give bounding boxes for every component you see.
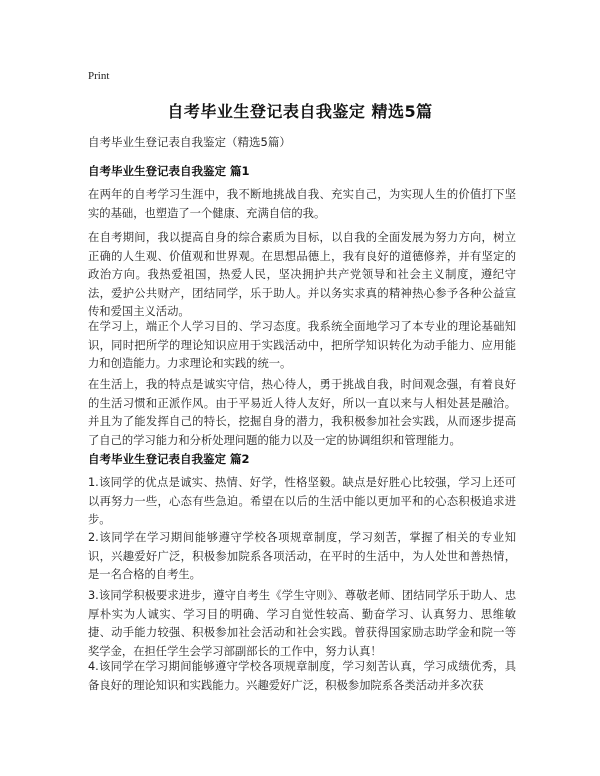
section-heading-1: 自考毕业生登记表自我鉴定 篇1 bbox=[88, 164, 250, 178]
section-heading-2: 自考毕业生登记表自我鉴定 篇2 bbox=[88, 452, 250, 466]
paragraph-2-2: 2.该同学在学习期间能够遵守学校各项规章制度，学习刻苦，掌握了相关的专业知识，兴趣爱好广泛，积极参加院系各项活动，在平时的生活中，为人处世和善热情，是一名合格的自考生。 bbox=[88, 531, 516, 581]
page-title: 自考毕业生登记表自我鉴定 精选5篇 bbox=[167, 102, 433, 121]
paragraph-1-1: 在两年的自考学习生涯中，我不断地挑战自我、充实自己，为实现人生的价值打下坚实的基础，也塑造了一个健康、充满自信的我。 bbox=[88, 188, 516, 220]
paragraph-1-2: 在自考期间，我以提高自身的综合素质为目标，以自我的全面发展为努力方向，树立正确的人生观、价值观和世界观。在思想品德上，我有良好的道德修养，并有坚定的政治方向。我热爱祖国，热爱人民，坚决拥护共产党领导和社会主义制度，遵纪守法，爱护公共财产，团结同学，乐于助人。并以务实求真的精神热心参予各种公益宣传和爱国主义活动。 bbox=[88, 231, 516, 318]
print-label: Print bbox=[88, 70, 110, 82]
paragraph-2-4: 4.该同学在学习期间能够遵守学校各项规章制度，学习刻苦认真，学习成绩优秀，具备良好的理论知识和实践能力。兴趣爱好广泛，积极参加院系各类活动并多次获 bbox=[88, 660, 516, 692]
paragraph-1-4: 在生活上，我的特点是诚实守信，热心待人，勇于挑战自我，时间观念强，有着良好的生活习惯和正派作风。由于平易近人待人友好，所以一直以来与人相处甚是融洽。并且为了能发挥自己的特长，挖掘自身的潜力，我积极参加社会实践，从而逐步提高了自己的学习能力和分析处理问题的能力以及一定的协调组织和管理能力。 bbox=[88, 378, 516, 447]
paragraph-2-1: 1.该同学的优点是诚实、热情、好学，性格坚毅。缺点是好胜心比较强，学习上还可以再努力一些，心态有些急迫。希望在以后的生活中能以更加平和的心态积极追求进步。 bbox=[88, 476, 516, 526]
paragraph-1-3: 在学习上，端正个人学习目的、学习态度。我系统全面地学习了本专业的理论基础知识，同时把所学的理论知识应用于实践活动中，把所学知识转化为动手能力、应用能力和创造能力。力求理论和实践的统一。 bbox=[88, 320, 516, 370]
paragraph-2-3: 3.该同学积极要求进步，遵守自考生《学生守则》、尊敬老师、团结同学乐于助人、忠厚朴实为人诚实、学习目的明确、学习自觉性较高、勤奋学习、认真努力、思维敏捷、动手能力较强、积极参加社会活动和社会实践。曾获得国家励志助学金和院一等奖学金，在担任学生会学习部副部长的工作中，努力认真！ bbox=[88, 589, 516, 658]
page-subtitle: 自考毕业生登记表自我鉴定（精选5篇） bbox=[88, 135, 291, 149]
